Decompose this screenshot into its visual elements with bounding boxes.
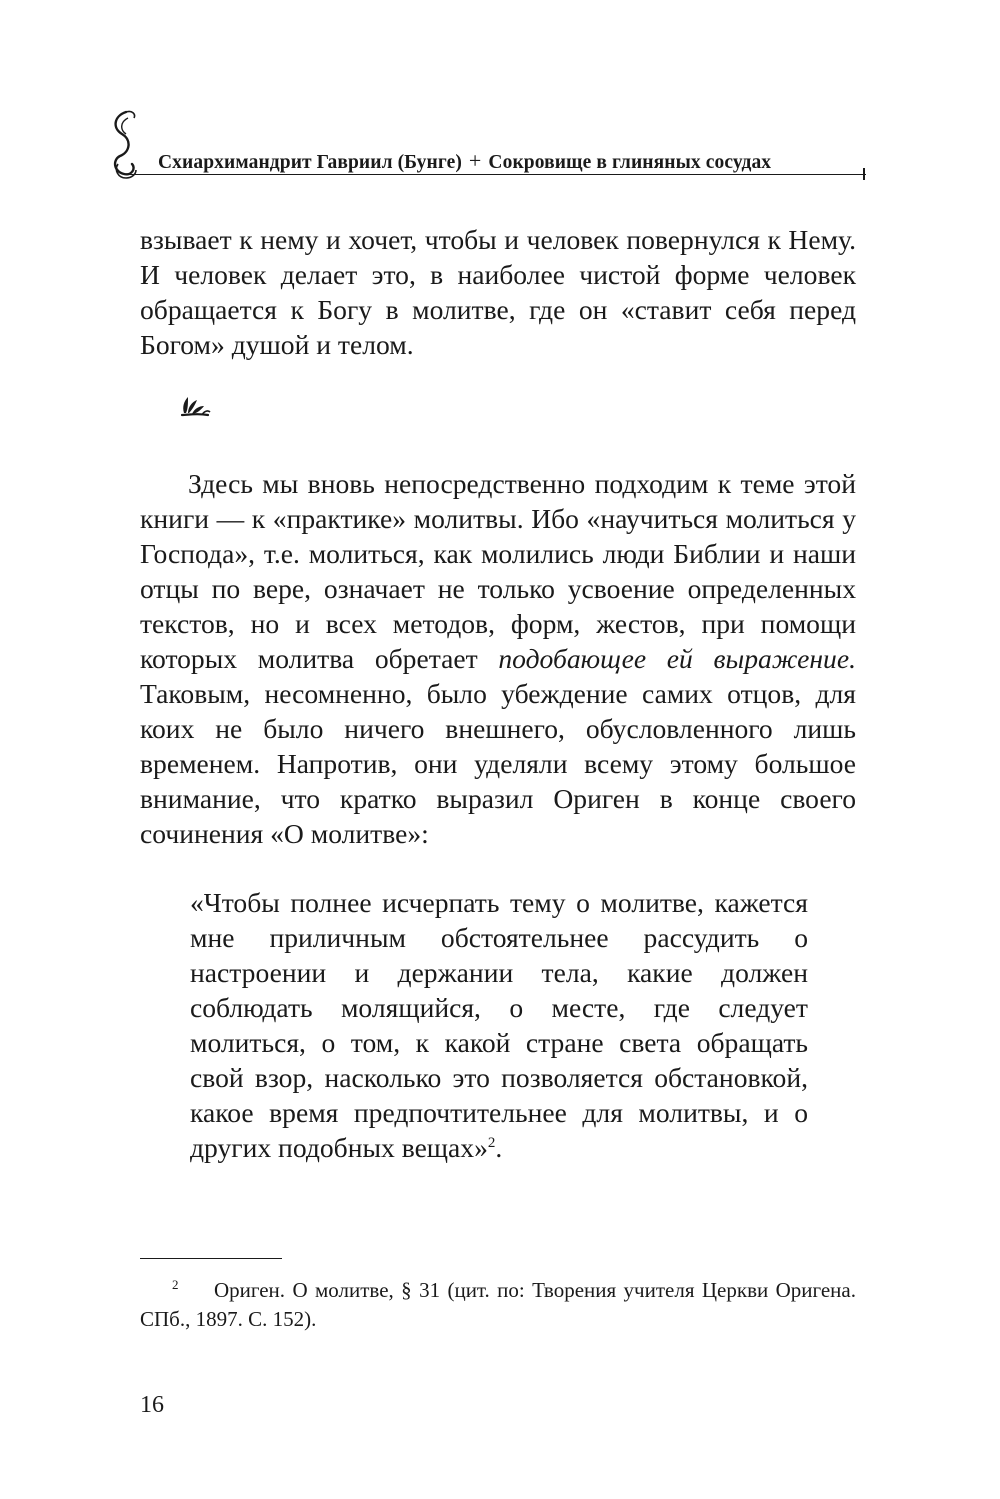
leaf-flourish-icon [178,393,212,419]
page-number: 16 [140,1392,164,1418]
header-rule-end-tick [863,168,865,180]
footnote-reference[interactable]: 2 [487,1134,496,1151]
paragraph-main [140,466,856,851]
footnote: 2 Ориген. О молитве, § 31 (цит. по: Творения учителя Церкви Оригена. СПб., 1897. С. 152). [140,1277,856,1331]
running-header [106,108,866,188]
running-header-text [158,148,771,174]
footnote-rule [140,1258,282,1259]
paragraph-main-italic: подобающее ей выражение. [498,643,856,674]
paragraph-continuation: взывает к нему и хочет, чтобы и человек повернулся к Нему. И человек делает это, в наиболее чистой форме человек обращается к Богу в молитве, где он «ставит себя перед Богом» душой и телом. [140,224,856,360]
block-quote-end-punct: . [495,1132,503,1163]
header-author: Схиархимандрит Гавриил (Бунге) [158,152,462,173]
header-separator: + [468,148,482,173]
block-quote [190,885,808,1165]
paragraph-main-part-1: Здесь мы вновь непосредственно подходим к теме этой книги — к «практике» молитвы. Ибо «научиться молиться у Господа», т.е. молиться, как молились люди Библии и наши отцы по вере, означает не только усвоение определенных текстов, но и всех методов, форм, жестов, при помощи которых молитва обретает [140,468,856,674]
paragraph-main-part-2: Таковым, несомненно, было убеждение самих отцов, для коих не было ничего внешнего, обусловленного лишь временем. Напротив, они уделяли всему этому большое внимание, что кратко выразил Ориген в конце своего сочинения «О молитве»: [140,678,856,849]
header-rule [128,174,866,175]
block-quote-text: «Чтобы полнее исчерпать тему о молитве, кажется мне приличным обстоятельнее рассудить о настроении и держании тела, какие должен соблюдать молящийся, о месте, где следует молиться, о том, к какой стране света обращать свой взор, насколько это позволяется обстановкой, какое время предпочтительнее для молитвы, и о других подобных вещах» [190,887,808,1163]
footnote-text: Ориген. О молитве, § 31 (цит. по: Творения учителя Церкви Оригена. СПб., 1897. С. 152). [140,1278,856,1331]
header-book-title: Сокровище в глиняных сосудах [488,152,772,173]
scroll-flourish-icon [106,108,142,188]
